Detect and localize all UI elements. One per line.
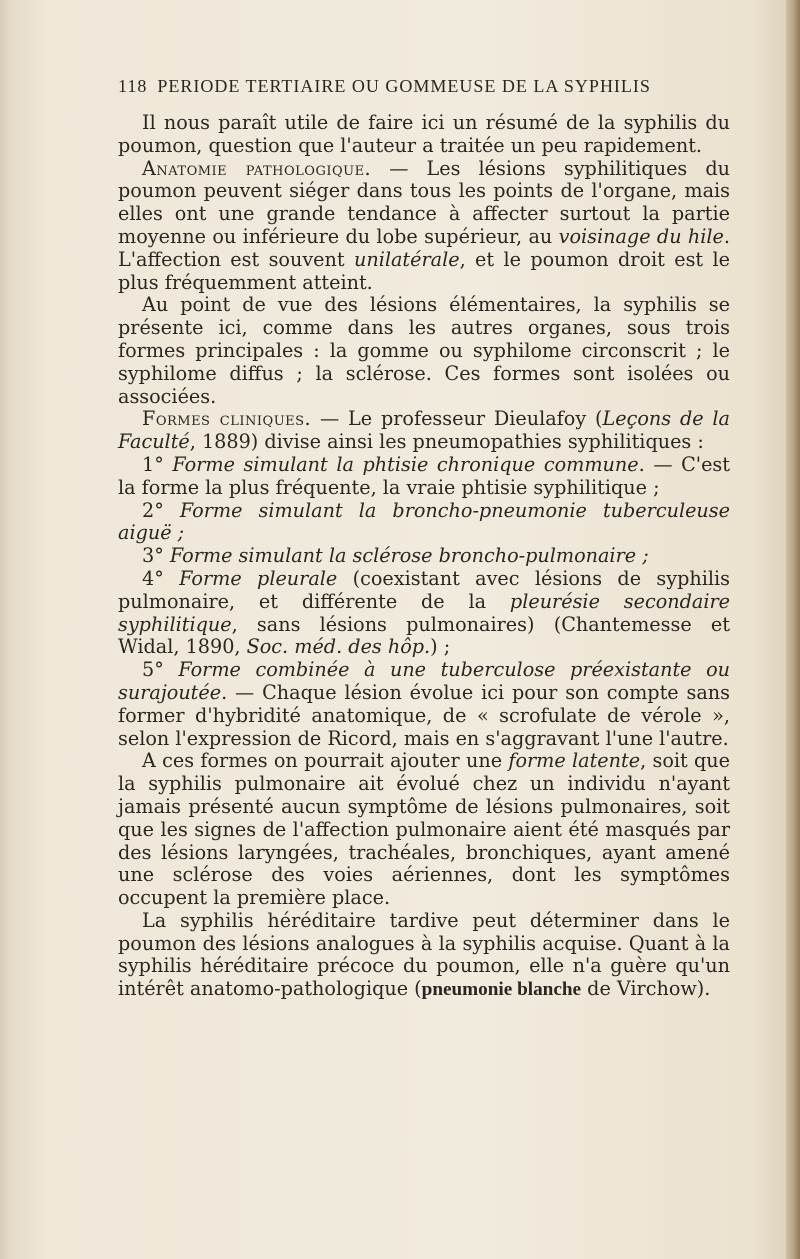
list-item [118,568,730,659]
text-run: , sans lésions pulmonaires) (Chantemesse et Widal, 1890, [118,612,730,659]
text-run: A ces formes on pourrait ajouter une [142,749,509,773]
text-run: La syphilis héréditaire tardive peut déterminer dans le poumon des lésions analogues à la syphilis acquise. Quant à la syphilis héréditaire précoce du poumon, elle n'a guère qu'un intérêt anatomo-pathologique ( [118,908,730,1001]
text-run: (coexistant avec lésions de syphilis pulmonaire, et différente de la [118,566,730,613]
running-title: PERIODE TERTIAIRE OU GOMMEUSE DE LA SYPHILIS [157,76,651,96]
text-run: , soit que la syphilis pulmonaire ait évolué chez un individu n'ayant jamais présenté aucun symptôme de lésions pulmonaires, soit que les signes de l'affection pulmonaire aient été masqués par des lésions laryngées, trachéales, bronchiques, ayant amené une sclérose des voies aériennes, dont les symptômes occupent la première place. [118,749,731,910]
page-gutter-shadow [0,0,10,1259]
list-item [118,545,730,568]
body-text [118,112,730,1002]
italic-run: Forme simulant la phtisie chronique commune [172,452,639,476]
text-run: — Les lésions syphilitiques du poumon peuvent siéger dans tous les points de l'organe, mais elles ont une grande tendance à affecter surtout la partie moyenne ou inférieure du lobe supérieur, au [118,156,730,248]
bold-run: pneumonie blanche [421,979,582,1001]
running-header [118,76,728,97]
italic-run: forme latente [508,749,641,773]
paragraph [118,750,730,910]
paragraph [118,408,730,454]
list-item [118,500,730,546]
italic-run: Forme simulant la sclérose broncho-pulmonaire ; [169,544,649,568]
item-number: 1° [142,452,173,476]
text-run: , et le poumon droit est le plus fréquemment atteint. [118,247,730,294]
italic-run: Forme pleurale [179,566,338,590]
text-run: . — C'est la forme la plus fréquente, la vraie phtisie syphilitique ; [118,452,730,499]
page-number: 118 [118,76,148,96]
paragraph [118,158,730,295]
italic-run: unilatérale [353,247,460,271]
italic-run: voisinage du hile [558,224,724,248]
section-heading: Formes cliniques. [142,407,312,431]
text-run: Au point de vue des lésions élémentaires, la syphilis se présente ici, comme dans les autres organes, sous trois formes principales : la gomme ou syphilome circonscrit ; le syphilome diffus ; la sclérose. Ces formes sont isolées ou associées. [118,293,730,408]
item-number: 5° [142,658,179,682]
paragraph [118,112,730,158]
item-number: 2° [142,498,180,522]
text-run: — Le professeur Dieulafoy ( [311,407,603,431]
italic-run: Forme simulant la broncho-pneumonie tuberculeuse aiguë ; [118,498,730,545]
text-run: . L'affection est souvent [118,224,730,271]
paragraph [118,910,730,1002]
section-heading: Anatomie pathologique. [142,156,372,180]
italic-run: Soc. méd. des hôp. [246,635,431,659]
page-edge [786,0,800,1259]
list-item [118,454,730,500]
item-number: 3° [142,544,170,568]
item-number: 4° [142,566,180,590]
text-run: Il nous paraît utile de faire ici un résumé de la syphilis du poumon, question que l'auteur a traitée un peu rapidement. [118,111,730,157]
italic-run: pleurésie secondaire syphilitique [118,589,731,636]
list-item [118,659,730,750]
text-run: . — Chaque lésion évolue ici pour son compte sans former d'hybridité anatomique, de « scrofulate de vérole », selon l'expression de Ricord, mais en s'aggravant l'une l'autre. [118,680,730,750]
italic-run: Forme combinée à une tuberculose préexistante ou surajoutée [118,658,730,704]
text-run: ) ; [430,635,451,659]
paragraph [118,294,730,408]
text-run: , 1889) divise ainsi les pneumopathies syphilitiques : [189,430,704,454]
text-run: de Virchow). [581,977,711,1001]
italic-run: Leçons de la Faculté [118,407,730,454]
